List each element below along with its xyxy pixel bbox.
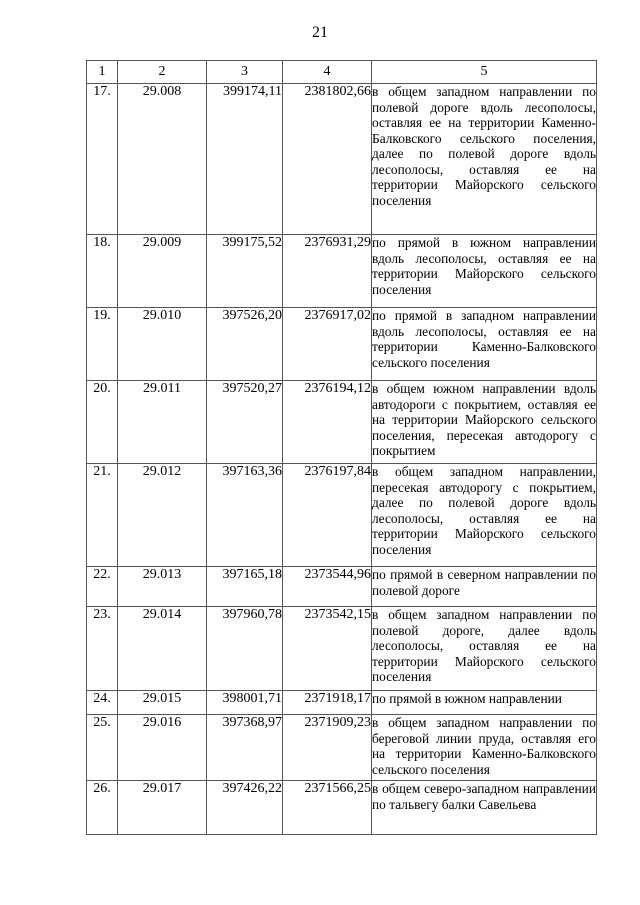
table-row (87, 691, 597, 715)
x-coordinate: 399174,11 (207, 84, 283, 235)
y-coordinate: 2376931,29 (283, 235, 372, 308)
point-id: 29.011 (118, 381, 207, 464)
page-number: 21 (312, 24, 328, 41)
boundary-description: по прямой в северном направлении по полевой дороге (372, 567, 597, 607)
x-coordinate: 397960,78 (207, 607, 283, 691)
boundary-description: в общем западном направлении, пересекая автодорогу с покрытием, далее по полевой дороге вдоль лесополосы, оставляя ее на территории Майорского сельского поселения (372, 464, 597, 567)
table-row (87, 381, 597, 464)
boundary-description: по прямой в западном направлении вдоль лесополосы, оставляя ее на территории Каменно-Балковского сельского поселения (372, 308, 597, 381)
boundary-description: в общем западном направлении по полевой дороге вдоль лесополосы, оставляя ее на территории Каменно-Балковского сельского поселения, далее по полевой дороге вдоль лесополосы, оставляя ее на территории Майорского сельского поселения (372, 84, 597, 235)
point-id: 29.008 (118, 84, 207, 235)
point-id: 29.013 (118, 567, 207, 607)
point-id: 29.014 (118, 607, 207, 691)
y-coordinate: 2373544,96 (283, 567, 372, 607)
header-col-3: 3 (207, 61, 283, 84)
x-coordinate: 397163,36 (207, 464, 283, 567)
row-number: 26. (87, 781, 118, 835)
row-number: 20. (87, 381, 118, 464)
y-coordinate: 2371566,25 (283, 781, 372, 835)
point-id: 29.012 (118, 464, 207, 567)
header-col-4: 4 (283, 61, 372, 84)
x-coordinate: 397526,20 (207, 308, 283, 381)
header-col-2: 2 (118, 61, 207, 84)
y-coordinate: 2376917,02 (283, 308, 372, 381)
point-id: 29.016 (118, 715, 207, 781)
y-coordinate: 2376197,84 (283, 464, 372, 567)
table-row (87, 464, 597, 567)
table-row (87, 235, 597, 308)
boundary-description: в общем западном направлении по береговой линии пруда, оставляя его на территории Каменно-Балковского сельского поселения (372, 715, 597, 781)
header-col-1: 1 (87, 61, 118, 84)
row-number: 21. (87, 464, 118, 567)
x-coordinate: 397368,97 (207, 715, 283, 781)
x-coordinate: 397165,18 (207, 567, 283, 607)
boundary-description: в общем западном направлении по полевой дороге, далее вдоль лесополосы, оставляя ее на территории Майорского сельского поселения (372, 607, 597, 691)
boundary-description: в общем северо-западном направлении по тальвегу балки Савельева (372, 781, 597, 835)
x-coordinate: 399175,52 (207, 235, 283, 308)
y-coordinate: 2376194,12 (283, 381, 372, 464)
y-coordinate: 2371918,17 (283, 691, 372, 715)
row-number: 18. (87, 235, 118, 308)
header-col-5: 5 (372, 61, 597, 84)
table-row (87, 607, 597, 691)
y-coordinate: 2381802,66 (283, 84, 372, 235)
x-coordinate: 397520,27 (207, 381, 283, 464)
boundary-description: в общем южном направлении вдоль автодороги с покрытием, оставляя ее на территории Майорского сельского поселения, пересекая автодорогу с покрытием (372, 381, 597, 464)
boundary-coordinates-table (86, 60, 597, 835)
row-number: 23. (87, 607, 118, 691)
x-coordinate: 397426,22 (207, 781, 283, 835)
y-coordinate: 2371909,23 (283, 715, 372, 781)
row-number: 19. (87, 308, 118, 381)
table-row (87, 715, 597, 781)
table-header-row (87, 61, 597, 84)
x-coordinate: 398001,71 (207, 691, 283, 715)
table-row (87, 567, 597, 607)
row-number: 24. (87, 691, 118, 715)
table-row (87, 84, 597, 235)
point-id: 29.017 (118, 781, 207, 835)
y-coordinate: 2373542,15 (283, 607, 372, 691)
row-number: 17. (87, 84, 118, 235)
boundary-description: по прямой в южном направлении (372, 691, 597, 715)
table-row (87, 781, 597, 835)
row-number: 25. (87, 715, 118, 781)
point-id: 29.010 (118, 308, 207, 381)
boundary-description: по прямой в южном направлении вдоль лесополосы, оставляя ее на территории Майорского сельского поселения (372, 235, 597, 308)
point-id: 29.009 (118, 235, 207, 308)
point-id: 29.015 (118, 691, 207, 715)
table-row (87, 308, 597, 381)
row-number: 22. (87, 567, 118, 607)
